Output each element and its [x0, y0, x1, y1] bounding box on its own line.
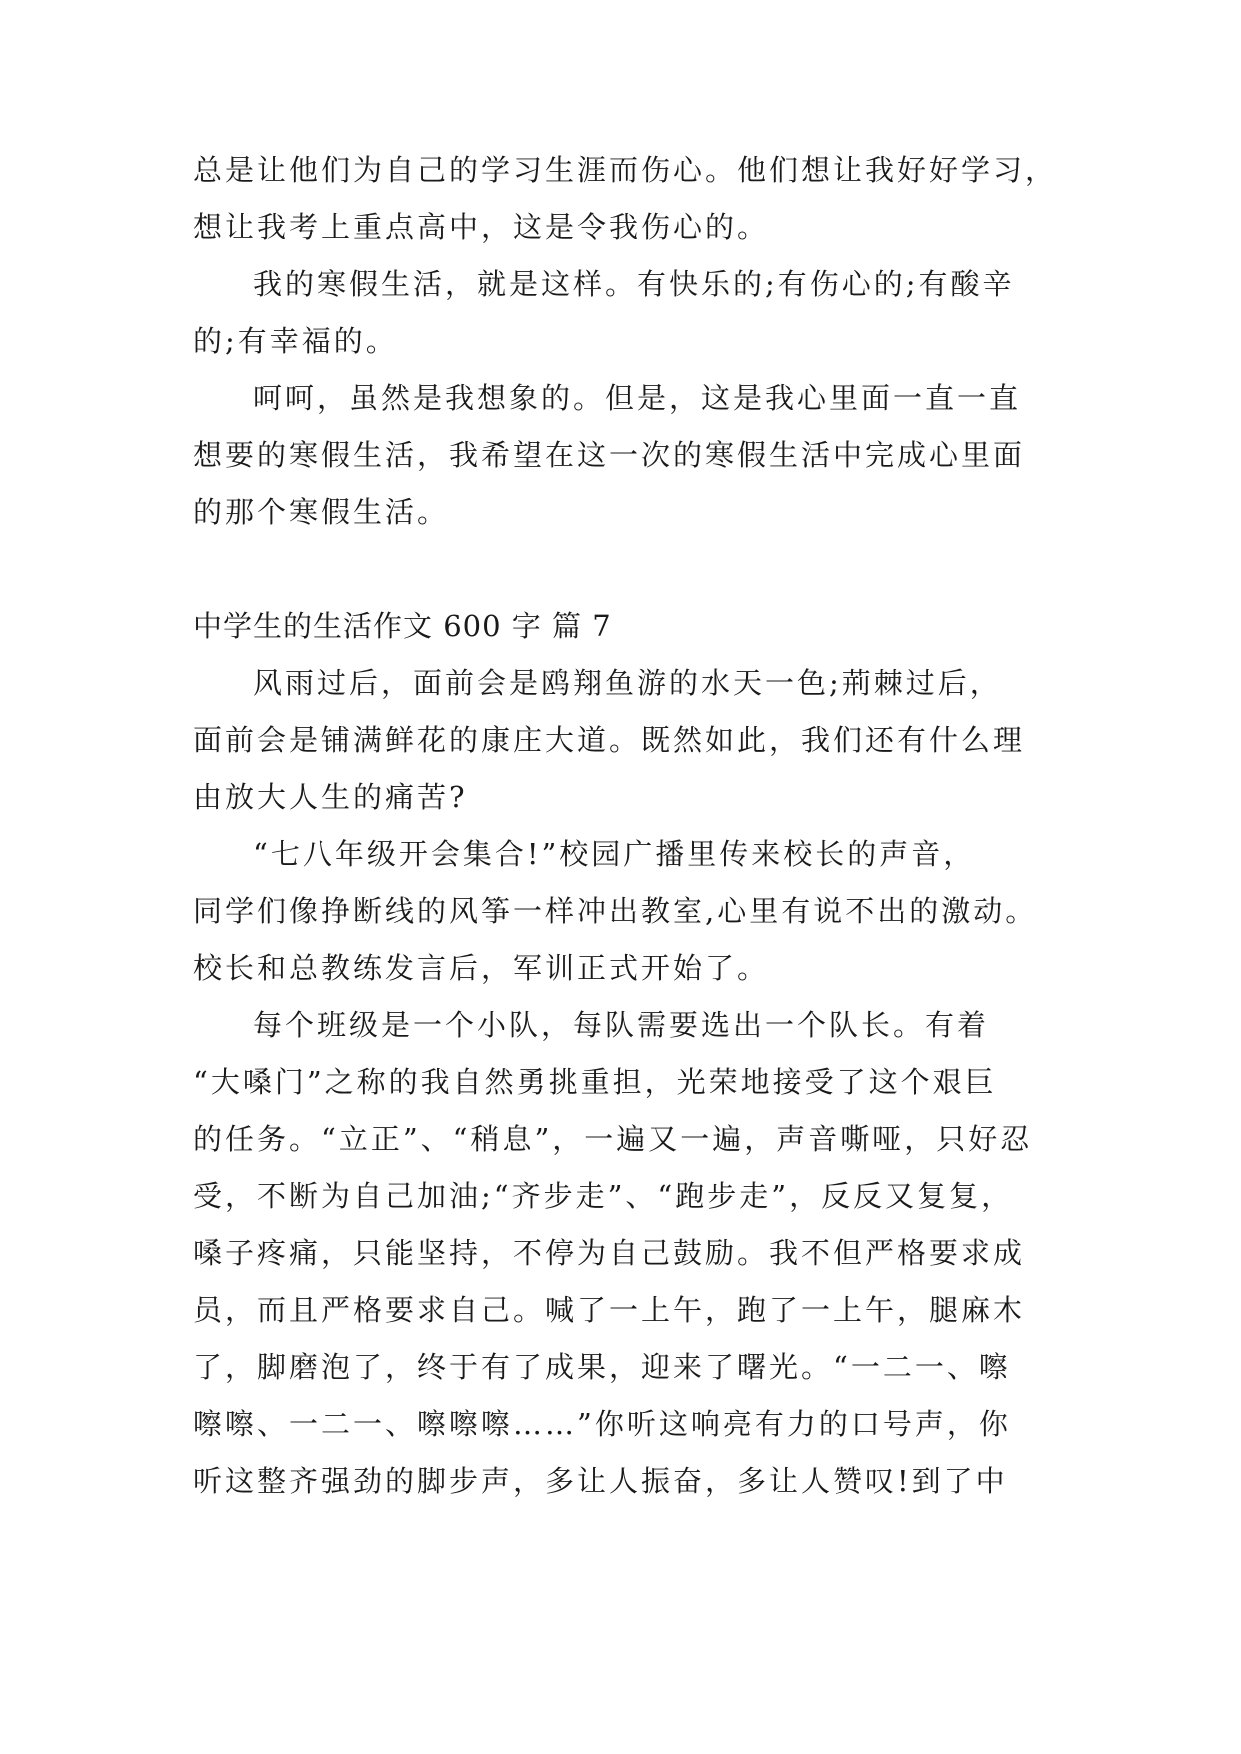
paragraph-5-line-1: “七八年级开会集合!”校园广播里传来校长的声音， [253, 837, 976, 871]
paragraph-6-line-2: “大嗓门”之称的我自然勇挑重担，光荣地接受了这个艰巨 [193, 1065, 997, 1099]
paragraph-3-line-2: 想要的寒假生活，我希望在这一次的寒假生活中完成心里面 [193, 438, 1026, 472]
paragraph-6-line-7: 了，脚磨泡了，终于有了成果，迎来了曙光。“一二一、嚓 [193, 1350, 1011, 1384]
paragraph-6-line-1: 每个班级是一个小队，每队需要选出一个队长。有着 [253, 1008, 990, 1042]
paragraph-5-line-2: 同学们像挣断线的风筝一样冲出教室,心里有说不出的激动。 [193, 894, 1038, 928]
paragraph-2-line-1: 我的寒假生活，就是这样。有快乐的;有伤心的;有酸辛 [253, 267, 1015, 301]
paragraph-6-line-5: 嗓子疼痛，只能坚持，不停为自己鼓励。我不但严格要求成 [193, 1236, 1026, 1270]
paragraph-3-line-3: 的那个寒假生活。 [193, 495, 450, 529]
paragraph-6-line-6: 员，而且严格要求自己。喊了一上午，跑了一上午，腿麻木 [193, 1293, 1026, 1327]
paragraph-6-line-3: 的任务。“立正”、“稍息”，一遍又一遍，声音嘶哑，只好忍 [193, 1122, 1033, 1156]
section-heading: 中学生的生活作文 600 字 篇 7 [193, 609, 612, 643]
paragraph-6-line-8: 嚓嚓、一二一、嚓嚓嚓……”你听这响亮有力的口号声，你 [193, 1407, 1011, 1441]
paragraph-1-line-1: 总是让他们为自己的学习生涯而伤心。他们想让我好好学习， [193, 153, 1058, 187]
paragraph-4-line-1: 风雨过后，面前会是鸥翔鱼游的水天一色;荊棘过后， [253, 666, 1002, 700]
paragraph-5-line-3: 校长和总教练发言后，军训正式开始了。 [193, 951, 770, 985]
paragraph-2-line-2: 的;有幸福的。 [193, 324, 398, 358]
paragraph-6-line-4: 受，不断为自己加油;“齐步走”、“跑步走”，反反又复复， [193, 1179, 1014, 1213]
paragraph-3-line-1: 呵呵，虽然是我想象的。但是，这是我心里面一直一直 [253, 381, 1022, 415]
paragraph-6-line-9: 听这整齐强劲的脚步声，多让人振奋，多让人赞叹!到了中 [193, 1464, 1008, 1498]
paragraph-4-line-3: 由放大人生的痛苦? [193, 780, 468, 814]
paragraph-4-line-2: 面前会是铺满鲜花的康庄大道。既然如此，我们还有什么理 [193, 723, 1026, 757]
paragraph-1-line-2: 想让我考上重点高中，这是令我伤心的。 [193, 210, 770, 244]
